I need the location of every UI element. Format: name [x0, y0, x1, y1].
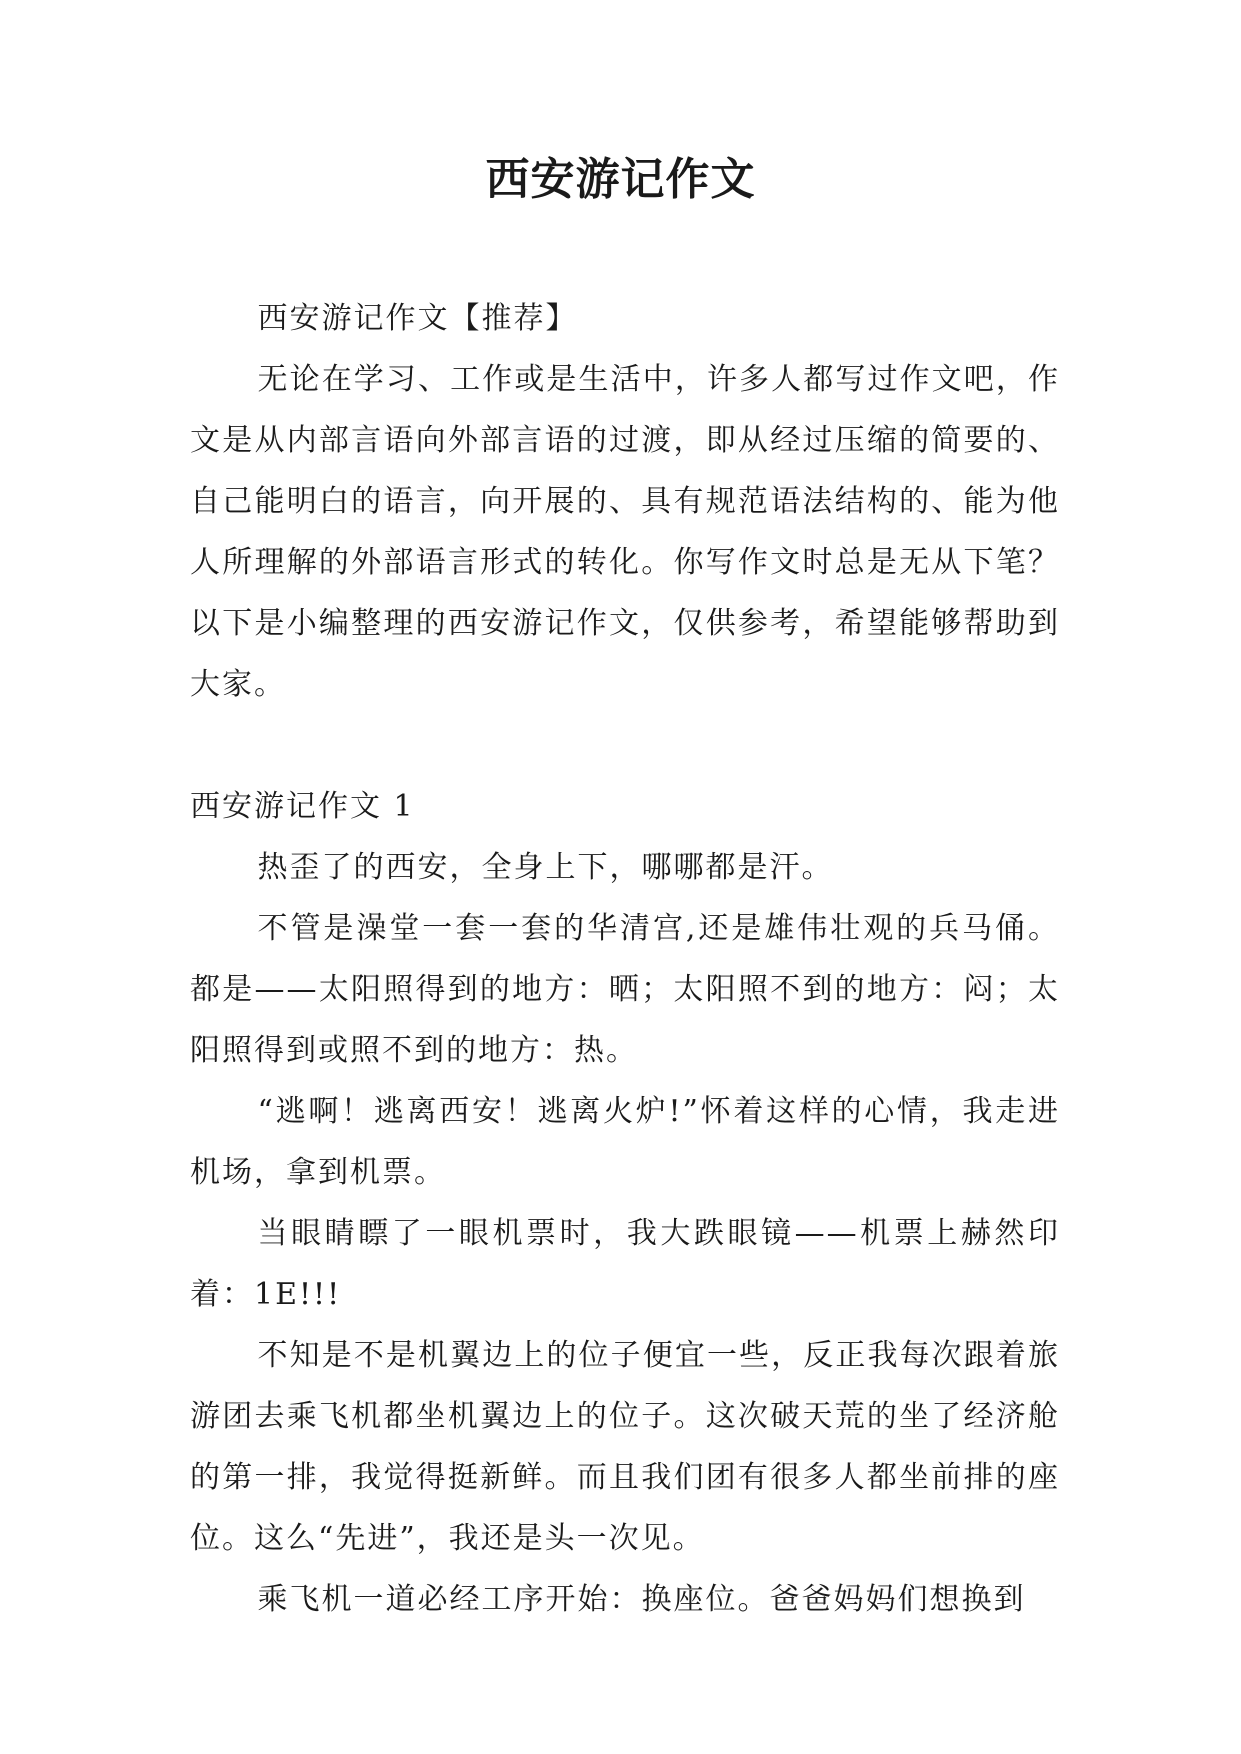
section-spacer: [190, 715, 1060, 776]
body-paragraph: 热歪了的西安，全身上下，哪哪都是汗。: [257, 850, 834, 885]
section-heading: 西安游记作文 1: [190, 789, 415, 824]
intro-paragraph: 无论在学习、工作或是生活中，许多人都写过作文吧，作文是从内部言语向外部言语的过渡，即从经过压缩的简要的、自己能明白的语言，向开展的、具有规范语法结构的、能为他人所理解的外部语言形式的转化。你写作文时总是无从下笔？以下是小编整理的西安游记作文，仅供参考，希望能够帮助到大家。: [190, 362, 1060, 702]
body-paragraph: 不管是澡堂一套一套的华清宫,还是雄伟壮观的兵马俑。都是——太阳照得到的地方：晒；太阳照不到的地方：闷；太阳照得到或照不到的地方：热。: [190, 911, 1060, 1068]
body-paragraph: “逃啊！逃离西安！逃离火炉!”怀着这样的心情，我走进机场，拿到机票。: [190, 1094, 1060, 1190]
intro-subtitle: 西安游记作文【推荐】: [257, 301, 578, 336]
body-paragraph: 不知是不是机翼边上的位子便宜一些，反正我每次跟着旅游团去乘飞机都坐机翼边上的位子。这次破天荒的坐了经济舱的第一排，我觉得挺新鲜。而且我们团有很多人都坐前排的座位。这么“先进”，我还是头一次见。: [190, 1338, 1060, 1556]
document-body: [190, 288, 1060, 1630]
body-paragraph: 当眼睛瞟了一眼机票时，我大跌眼镜——机票上赫然印着：1E!!!: [190, 1216, 1060, 1312]
document-title: 西安游记作文: [485, 154, 756, 205]
body-paragraph: 乘飞机一道必经工序开始：换座位。爸爸妈妈们想换到: [257, 1582, 1026, 1617]
